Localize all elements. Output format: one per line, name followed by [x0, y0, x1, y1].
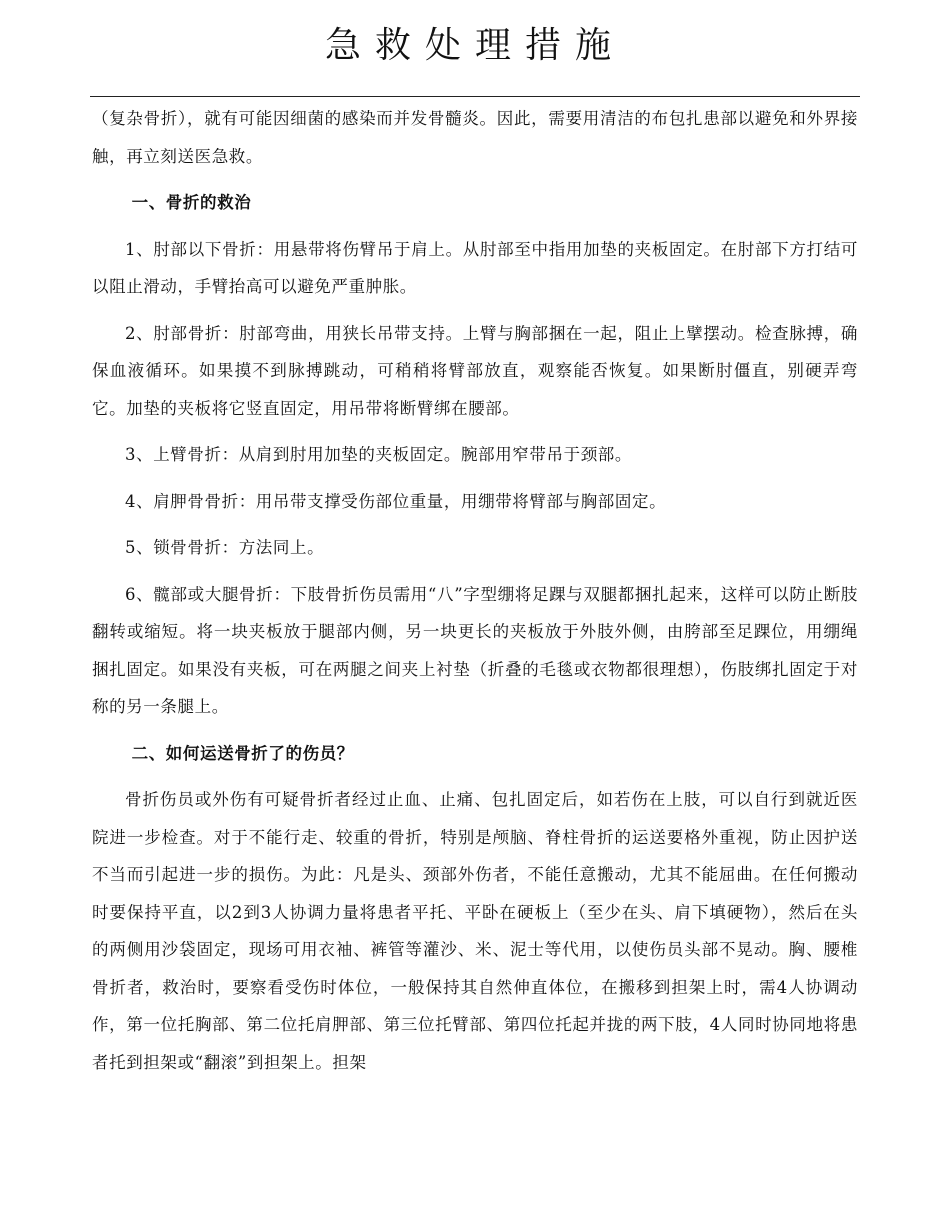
- section-heading: 一、骨折的救治: [131, 193, 252, 212]
- body-paragraph: 2、肘部骨折：肘部弯曲，用狭长吊带支持。上臂与胸部捆在一起，阻止上擘摆动。检查脉搏，确保血液循环。如果摸不到脉搏跳动，可稍稍将臂部放直，观察能否恢复。如果断肘僵直，别硬弄弯它。加垫的夹板将它竖直固定，用吊带将断臂绑在腰部。: [92, 323, 858, 418]
- body-paragraph: 5、锁骨骨折：方法同上。: [125, 538, 325, 557]
- body-paragraph: 3、上臂骨折：从肩到肘用加垫的夹板固定。腕部用窄带吊于颈部。: [125, 445, 632, 464]
- body-paragraph: 4、肩胛骨骨折：用吊带支撑受伤部位重量，用绷带将臂部与胸部固定。: [125, 491, 667, 511]
- body-paragraph: 1、肘部以下骨折：用悬带将伤臂吊于肩上。从肘部至中指用加垫的夹板固定。在肘部下方打结可以阻止滑动，手臂抬高可以避免严重肿胀。: [92, 239, 858, 296]
- body-paragraph: 6、髋部或大腿骨折：下肢骨折伤员需用“八”字型绷将足踝与双腿都捆扎起来，这样可以防止断肢翻转或缩短。将一块夹板放于腿部内侧，另一块更长的夹板放于外肢外侧，由胯部至足踝位，用绷绳捆扎固定。如果没有夹板，可在两腿之间夹上衬垫（折叠的毛毯或衣物都很理想），伤肢绑扎固定于对称的另一条腿上。: [92, 584, 858, 716]
- section-heading: 二、如何运送骨折了的伤员？: [131, 743, 354, 763]
- page-title: 急救处理措施: [324, 25, 625, 66]
- title-divider: [90, 96, 860, 97]
- document-body: [92, 100, 858, 1090]
- body-paragraph: 骨折伤员或外伤有可疑骨折者经过止血、止痛、包扎固定后，如若伤在上肢，可以自行到就近医院进一步检查。对于不能行走、较重的骨折，特别是颅脑、脊柱骨折的运送要格外重视，防止因护送不当而引起进一步的损伤。为此：凡是头、颈部外伤者，不能任意搬动，尤其不能屈曲。在任何搬动时要保持平直，以2到3人协调力量将患者平托、平卧在硬板上（至少在头、肩下填硬物），然后在头的两侧用沙袋固定，现场可用衣袖、裤管等灌沙、米、泥士等代用，以使伤员头部不晃动。胸、腰椎骨折者，救治时，要察看受伤时体位，一般保持其自然伸直体位，在搬移到担架上时，需4人协调动作，第一位托胸部、第二位托肩胛部、第三位托臂部、第四位托起并拢的两下肢，4人同时协同地将患者托到担架或“翻滚”到担架上。担架: [92, 790, 858, 1072]
- body-paragraph: （复杂骨折），就有可能因细菌的感染而并发骨髓炎。因此，需要用清洁的布包扎患部以避免和外界接触，再立刻送医急救。: [92, 109, 858, 166]
